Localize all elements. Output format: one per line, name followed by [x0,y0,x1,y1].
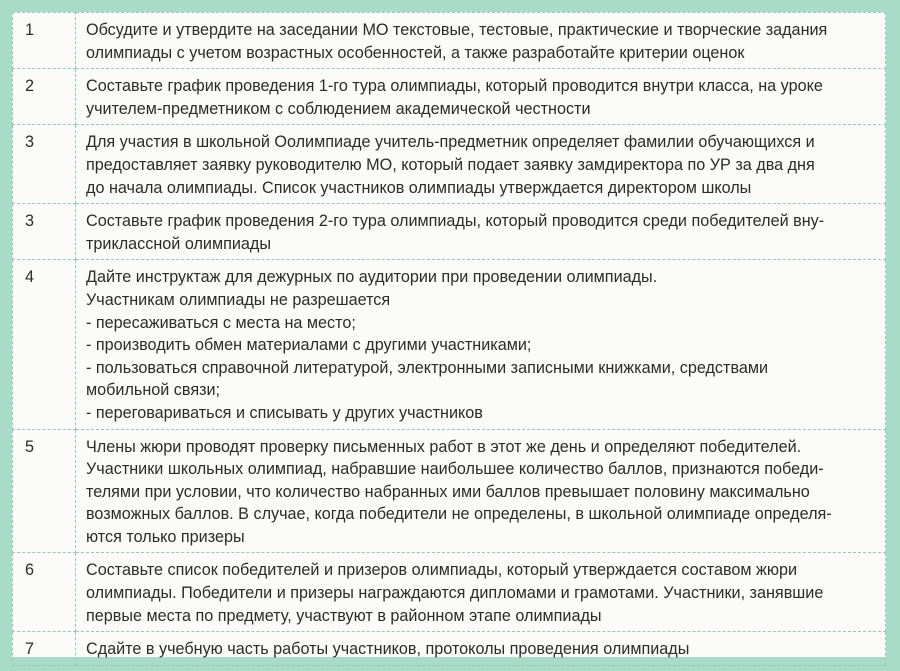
row-text-line: - производить обмен материалами с другими участниками; [86,336,532,355]
row-text-line: мобильной связи; [86,381,221,400]
row-text-line: Составьте график проведения 2-го тура олимпиады, который проводится среди победителей вну- [86,212,825,231]
row-number: 1 [13,13,76,69]
row-text-line: Участники школьных олимпиад, набравшие наибольшее количество баллов, признаются победи- [86,460,824,479]
row-number: 5 [13,429,76,553]
row-text-line: предоставляет заявку руководителю МО, который подает заявку замдиректора по УР за два дня [86,155,815,174]
row-text-line: олимпиады. Победители и призеры награждаются дипломами и грамотами. Участники, занявшие [86,584,824,603]
row-number: 4 [13,260,76,429]
table-row [13,553,886,632]
row-text-line: учителем-предметником с соблюдением академической честности [86,99,591,118]
row-text [76,260,886,429]
row-text-line: телями при условии, что количество набранных ими баллов превышает половину максимально [86,482,810,501]
row-number: 7 [13,632,76,666]
row-text-line: Составьте график проведения 1-го тура олимпиады, который проводится внутри класса, на уроке [86,77,823,96]
row-text-line: олимпиады с учетом возрастных особенностей, а также разработайте критерии оценок [86,43,745,62]
table-row [13,632,886,666]
row-text-line: ются только призеры [86,527,245,546]
row-text-line: - пользоваться справочной литературой, электронными записными книжками, средствами [86,358,769,377]
olympiad-steps-table [12,12,886,666]
table-row [13,13,886,69]
row-text-line: до начала олимпиады. Список участников олимпиады утверждается директором школы [86,178,752,197]
row-text-line: возможных баллов. В случае, когда победители не определены, в школьной олимпиаде определя- [86,505,832,524]
row-text-line: Для участия в школьной Оолимпиаде учитель-предметник определяет фамилии обучающихся и [86,133,815,152]
row-number: 3 [13,125,76,204]
row-text [76,632,886,666]
row-number: 6 [13,553,76,632]
row-text-line: триклассной олимпиады [86,234,271,253]
row-number: 3 [13,204,76,260]
row-text-line: - пересаживаться с места на место; [86,313,356,332]
row-text [76,125,886,204]
table-row [13,125,886,204]
row-text-line: - переговариваться и списывать у других участников [86,403,483,422]
row-text [76,13,886,69]
row-text-line: первые места по предмету, участвуют в районном этапе олимпиады [86,606,602,625]
row-text [76,553,886,632]
row-text [76,69,886,125]
table-row [13,69,886,125]
row-number: 2 [13,69,76,125]
row-text-line: Сдайте в учебную часть работы участников, протоколы проведения олимпиады [86,640,690,659]
row-text-line: Участникам олимпиады не разрешается [86,290,391,309]
row-text-line: Составьте список победителей и призеров олимпиады, который утверждается составом жюри [86,561,798,580]
table-row [13,260,886,429]
row-text-line: Дайте инструктаж для дежурных по аудитории при проведении олимпиады. [86,268,658,287]
row-text [76,429,886,553]
table-row [13,204,886,260]
table-row [13,429,886,553]
olympiad-steps-frame [12,12,886,657]
row-text-line: Члены жюри проводят проверку письменных работ в этот же день и определяют победителей. [86,437,802,456]
row-text-line: Обсудите и утвердите на заседании МО текстовые, тестовые, практические и творческие задания [86,21,828,39]
row-text [76,204,886,260]
